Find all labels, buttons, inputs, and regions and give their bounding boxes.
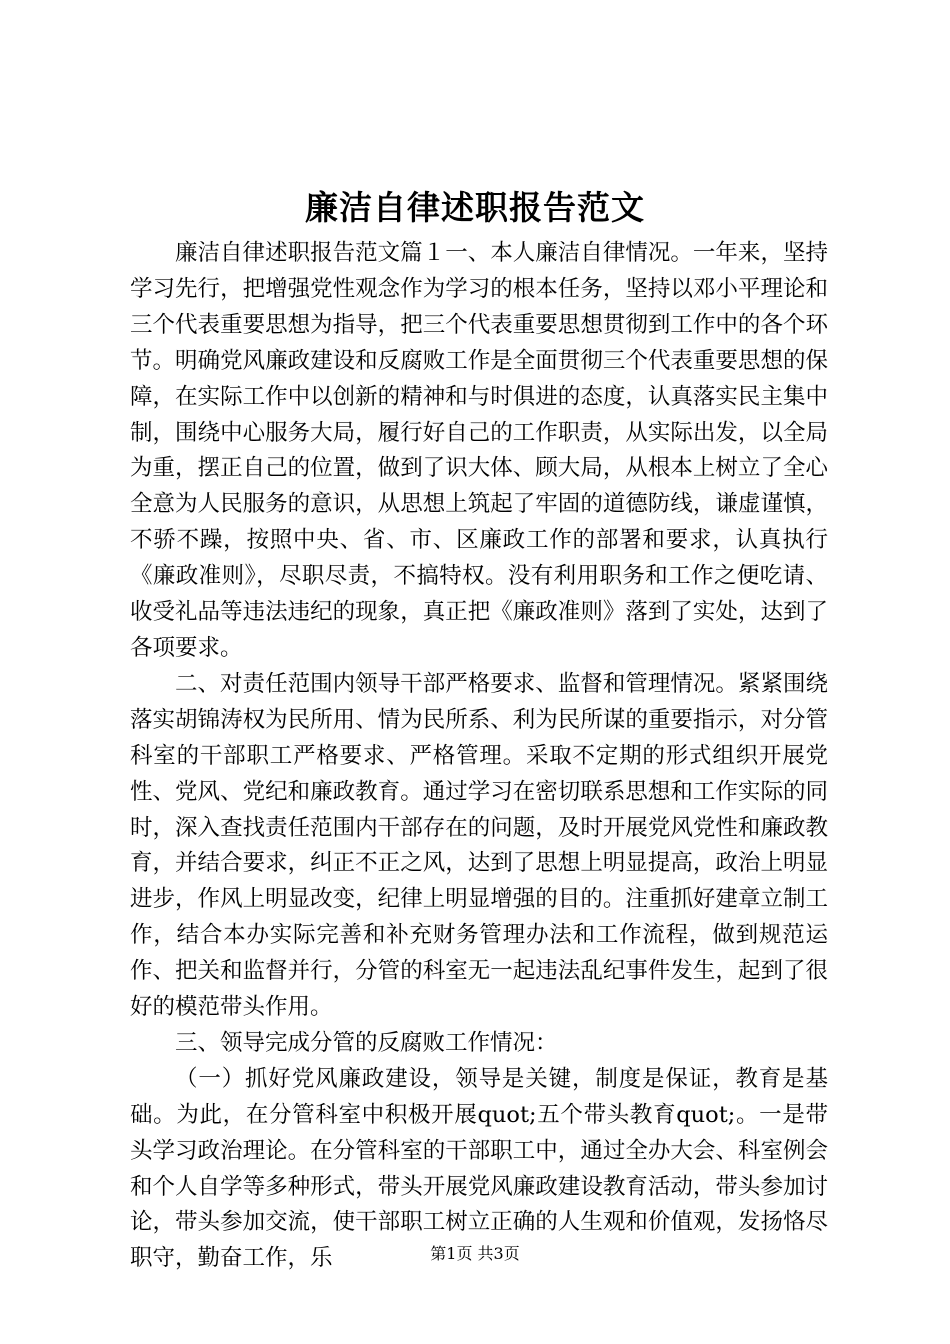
paragraph-3: 三、领导完成分管的反腐败工作情况：: [175, 1029, 558, 1056]
paragraph-4: （一）抓好党风廉政建设，领导是关键，制度是保证，教育是基础。为此，在分管科室中积极开展quot;五个带头教育quot;。一是带头学习政治理论。在分管科室的干部职工中，通过全办大会、科室例会和个人自学等多种形式，带头开展党风廉政建设教育活动，带头参加讨论，带头参加交流，使干部职工树立正确的人生观和价值观，发扬恪尽职守，勤奋工作，乐: [130, 1065, 828, 1272]
page-footer: 第1页 共3页: [430, 1244, 520, 1263]
document-body: [130, 236, 828, 1277]
paragraph-2: 二、对责任范围内领导干部严格要求、监督和管理情况。紧紧围绕落实胡锦涛权为民所用、情为民所系、利为民所谋的重要指示，对分管科室的干部职工严格要求、严格管理。采取不定期的形式组织开展党性、党风、党纪和廉政教育。通过学习在密切联系思想和工作实际的同时，深入查找责任范围内干部存在的问题，及时开展党风党性和廉政教育，并结合要求，纠正不正之风，达到了思想上明显提高，政治上明显进步，作风上明显改变，纪律上明显增强的目的。注重抓好建章立制工作，结合本办实际完善和补充财务管理办法和工作流程，做到规范运作、把关和监督并行，分管的科室无一起违法乱纪事件发生，起到了很好的模范带头作用。: [130, 670, 828, 1021]
paragraph-1: 廉洁自律述职报告范文篇１一、本人廉洁自律情况。一年来，坚持学习先行，把增强党性观念作为学习的根本任务，坚持以邓小平理论和三个代表重要思想为指导，把三个代表重要思想贯彻到工作中的各个环节。明确党风廉政建设和反腐败工作是全面贯彻三个代表重要思想的保障，在实际工作中以创新的精神和与时俱进的态度，认真落实民主集中制，围绕中心服务大局，履行好自己的工作职责，从实际出发，以全局为重，摆正自己的位置，做到了识大体、顾大局，从根本上树立了全心全意为人民服务的意识，从思想上筑起了牢固的道德防线，谦虚谨慎，不骄不躁，按照中央、省、市、区廉政工作的部署和要求，认真执行《廉政准则》，尽职尽责，不搞特权。没有利用职务和工作之便吃请、收受礼品等违法违纪的现象，真正把《廉政准则》落到了实处，达到了各项要求。: [130, 240, 828, 661]
document-title: 廉洁自律述职报告范文: [305, 188, 645, 227]
